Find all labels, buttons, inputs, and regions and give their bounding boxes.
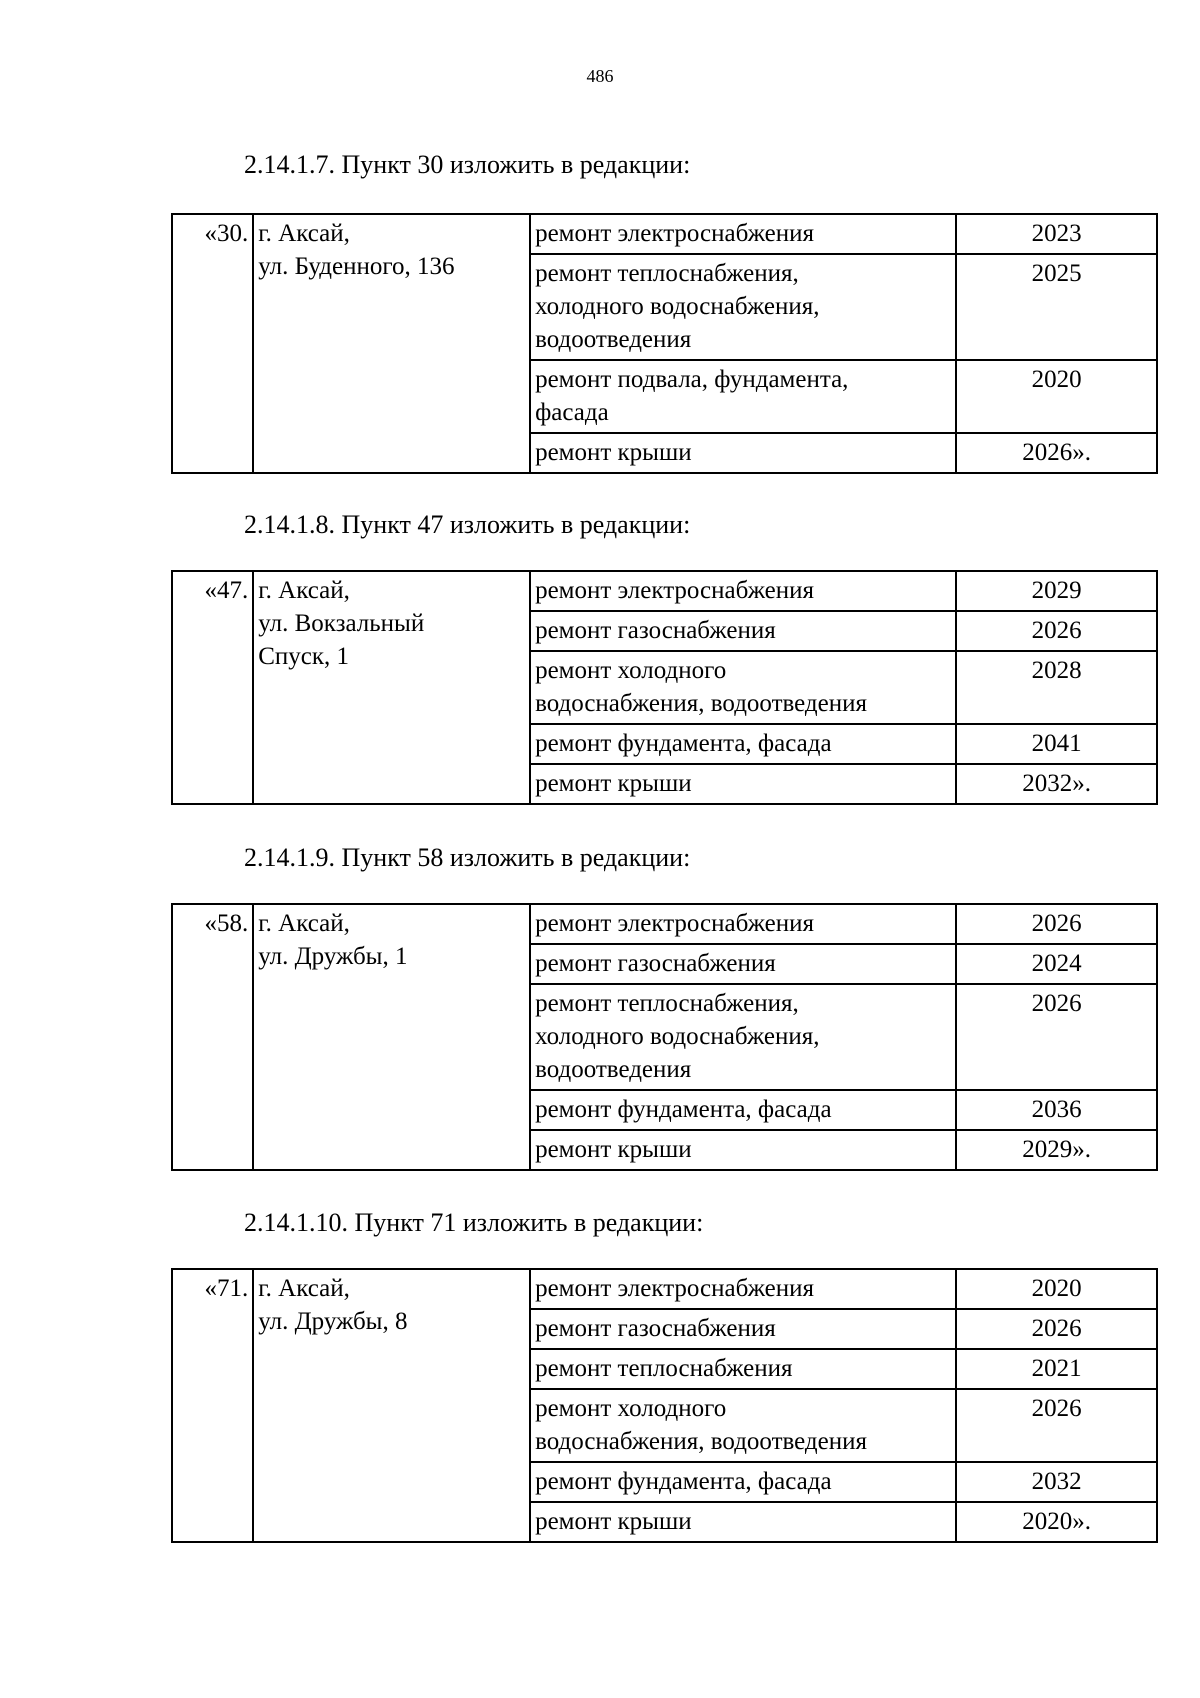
address-line: г. Аксай, (258, 1275, 350, 1302)
table-row (172, 1269, 1157, 1309)
work-type-line: ремонт газоснабжения (535, 1315, 776, 1342)
work-type-cell (530, 1389, 956, 1462)
work-type-cell (530, 984, 956, 1090)
page-number: 486 (586, 66, 614, 86)
work-type-line: ремонт электроснабжения (535, 577, 815, 604)
work-type-cell (530, 611, 956, 651)
work-type-cell (530, 571, 956, 611)
work-type-cell (530, 904, 956, 944)
work-type-line: ремонт электроснабжения (535, 910, 815, 937)
work-type-line: ремонт подвала, фундамента, (535, 366, 849, 393)
work-type-line: ремонт крыши (535, 1508, 692, 1535)
year-cell: 2021 (956, 1349, 1157, 1389)
address-cell (253, 904, 530, 1170)
work-type-line: ремонт фундамента, фасада (535, 1468, 832, 1495)
item-number-cell: «58. (172, 904, 253, 1170)
year-cell: 2020». (956, 1502, 1157, 1542)
year-cell: 2024 (956, 944, 1157, 984)
work-type-line: холодного водоснабжения, (535, 1023, 820, 1050)
work-type-line: водоснабжения, водоотведения (535, 1428, 868, 1455)
work-type-cell (530, 1269, 956, 1309)
work-type-line: ремонт холодного (535, 1395, 727, 1422)
year-cell: 2026 (956, 904, 1157, 944)
year-cell: 2032». (956, 764, 1157, 804)
work-type-cell (530, 1309, 956, 1349)
work-type-cell (530, 433, 956, 473)
address-line: ул. Дружбы, 1 (258, 943, 408, 970)
address-cell (253, 214, 530, 473)
work-type-cell (530, 1130, 956, 1170)
amendment-table-71 (171, 1268, 1158, 1543)
work-type-line: фасада (535, 399, 609, 426)
year-cell: 2029 (956, 571, 1157, 611)
year-cell: 2023 (956, 214, 1157, 254)
work-type-line: ремонт холодного (535, 657, 727, 684)
work-type-line: ремонт фундамента, фасада (535, 1096, 832, 1123)
work-type-line: ремонт крыши (535, 770, 692, 797)
year-cell: 2026». (956, 433, 1157, 473)
amendment-table-30 (171, 213, 1158, 474)
item-number-cell: «71. (172, 1269, 253, 1542)
year-cell: 2026 (956, 1389, 1157, 1462)
section-heading-58: 2.14.1.9. Пункт 58 изложить в редакции: (244, 843, 691, 872)
section-heading-71: 2.14.1.10. Пункт 71 изложить в редакции: (244, 1208, 704, 1237)
work-type-cell (530, 944, 956, 984)
work-type-cell (530, 1502, 956, 1542)
table-row (172, 571, 1157, 611)
work-type-line: водоотведения (535, 1056, 692, 1083)
work-type-line: ремонт газоснабжения (535, 950, 776, 977)
year-cell: 2032 (956, 1462, 1157, 1502)
address-cell (253, 571, 530, 804)
work-type-cell (530, 1462, 956, 1502)
work-type-line: ремонт теплоснабжения, (535, 260, 799, 287)
address-line: г. Аксай, (258, 220, 350, 247)
work-type-line: водоснабжения, водоотведения (535, 690, 868, 717)
year-cell: 2036 (956, 1090, 1157, 1130)
work-type-cell (530, 254, 956, 360)
address-cell (253, 1269, 530, 1542)
address-line: ул. Дружбы, 8 (258, 1308, 408, 1335)
year-cell: 2026 (956, 611, 1157, 651)
item-number-cell: «47. (172, 571, 253, 804)
work-type-line: ремонт газоснабжения (535, 617, 776, 644)
work-type-cell (530, 360, 956, 433)
address-line: ул. Буденного, 136 (258, 253, 455, 280)
year-cell: 2041 (956, 724, 1157, 764)
work-type-line: ремонт электроснабжения (535, 1275, 815, 1302)
work-type-line: ремонт теплоснабжения, (535, 990, 799, 1017)
work-type-cell (530, 724, 956, 764)
work-type-cell (530, 764, 956, 804)
work-type-cell (530, 651, 956, 724)
year-cell: 2020 (956, 1269, 1157, 1309)
work-type-line: ремонт электроснабжения (535, 220, 815, 247)
amendment-table-58 (171, 903, 1158, 1171)
work-type-line: водоотведения (535, 326, 692, 353)
section-heading-47: 2.14.1.8. Пункт 47 изложить в редакции: (244, 510, 691, 539)
address-line: г. Аксай, (258, 577, 350, 604)
item-number-cell: «30. (172, 214, 253, 473)
work-type-line: ремонт теплоснабжения (535, 1355, 793, 1382)
work-type-cell (530, 214, 956, 254)
year-cell: 2028 (956, 651, 1157, 724)
address-line: г. Аксай, (258, 910, 350, 937)
section-heading-30: 2.14.1.7. Пункт 30 изложить в редакции: (244, 150, 691, 179)
year-cell: 2026 (956, 984, 1157, 1090)
year-cell: 2025 (956, 254, 1157, 360)
work-type-line: холодного водоснабжения, (535, 293, 820, 320)
year-cell: 2029». (956, 1130, 1157, 1170)
year-cell: 2026 (956, 1309, 1157, 1349)
work-type-line: ремонт крыши (535, 1136, 692, 1163)
work-type-line: ремонт фундамента, фасада (535, 730, 832, 757)
table-row (172, 214, 1157, 254)
year-cell: 2020 (956, 360, 1157, 433)
work-type-cell (530, 1090, 956, 1130)
amendment-table-47 (171, 570, 1158, 805)
work-type-cell (530, 1349, 956, 1389)
table-row (172, 904, 1157, 944)
work-type-line: ремонт крыши (535, 439, 692, 466)
address-line: Спуск, 1 (258, 643, 350, 670)
address-line: ул. Вокзальный (258, 610, 425, 637)
